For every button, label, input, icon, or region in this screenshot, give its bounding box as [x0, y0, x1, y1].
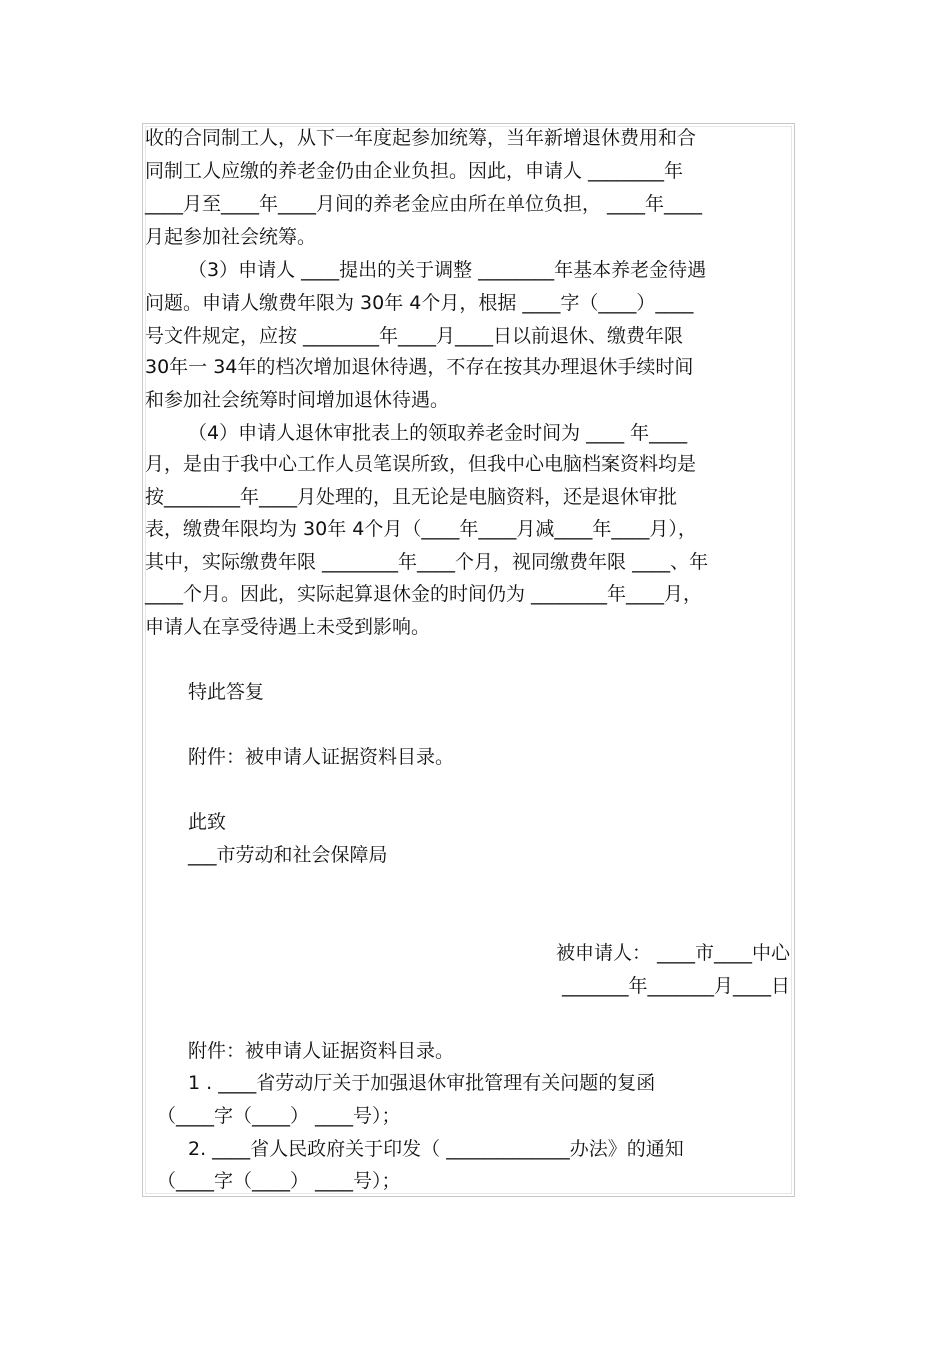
text-line: 同制工人应缴的养老金仍由企业负担。因此，申请人 ________年 [145, 160, 684, 182]
text-line: 申请人在享受待遇上未受到影响。 [145, 616, 431, 638]
text-line: 号文件规定，应按 ________年____月____日以前退休、缴费年限 [145, 325, 684, 347]
text-line: 表，缴费年限均为 30年 4个月（____年____月减____年____月）， [145, 518, 697, 540]
attachment-item-title: 1 . ____省劳动厅关于加强退休审批管理有关问题的复函 [188, 1072, 656, 1094]
attachment-note: 附件：被申请人证据资料目录。 [188, 746, 455, 768]
signature-respondent: 被申请人： ____市____中心 [555, 942, 790, 964]
page-frame [142, 123, 795, 1197]
text-line: 月起参加社会统筹。 [145, 226, 317, 248]
text-line: 和参加社会统筹时间增加退休待遇。 [145, 389, 450, 411]
attachment-item-ref: （____字（____） ____号）； [157, 1170, 401, 1192]
text-line: ____个月。因此，实际起算退休金的时间仍为 ________年____月， [145, 583, 703, 605]
closing-text: 特此答复 [188, 681, 265, 703]
text-line: 其中，实际缴费年限 ________年____个月，视同缴费年限 ____、年 [145, 551, 709, 573]
text-line: 收的合同制工人，从下一年度起参加统筹，当年新增退休费用和合 [145, 127, 697, 149]
recipient: ___市劳动和社会保障局 [188, 844, 388, 866]
attachment-item-ref: （____字（____） ____号）； [157, 1105, 401, 1127]
paragraph-3-start: （3）申请人 ____提出的关于调整 ________年基本养老金待遇 [188, 259, 707, 281]
text-line: 月，是由于我中心工作人员笔误所致，但我中心电脑档案资料均是 [145, 453, 697, 475]
text-line: 问题。申请人缴费年限为 30年 4个月，根据 ____字（____）____ [145, 292, 694, 314]
paragraph-4-start: （4）申请人退休审批表上的领取养老金时间为 ____ 年____ [188, 422, 688, 444]
text-line: ____月至____年____月间的养老金应由所在单位负担， ____年____ [145, 193, 703, 215]
attachment-heading: 附件：被申请人证据资料目录。 [188, 1040, 455, 1062]
text-line: 按________年____月处理的，且无论是电脑资料，还是退休审批 [145, 486, 678, 508]
attachment-item-title: 2. ____省人民政府关于印发（ _____________办法》的通知 [188, 1138, 684, 1160]
signature-date: _______年_______月____日 [561, 975, 790, 997]
text-line: 30年一 34年的档次增加退休待遇，不存在按其办理退休手续时间 [145, 356, 694, 378]
salutation: 此致 [188, 811, 227, 833]
